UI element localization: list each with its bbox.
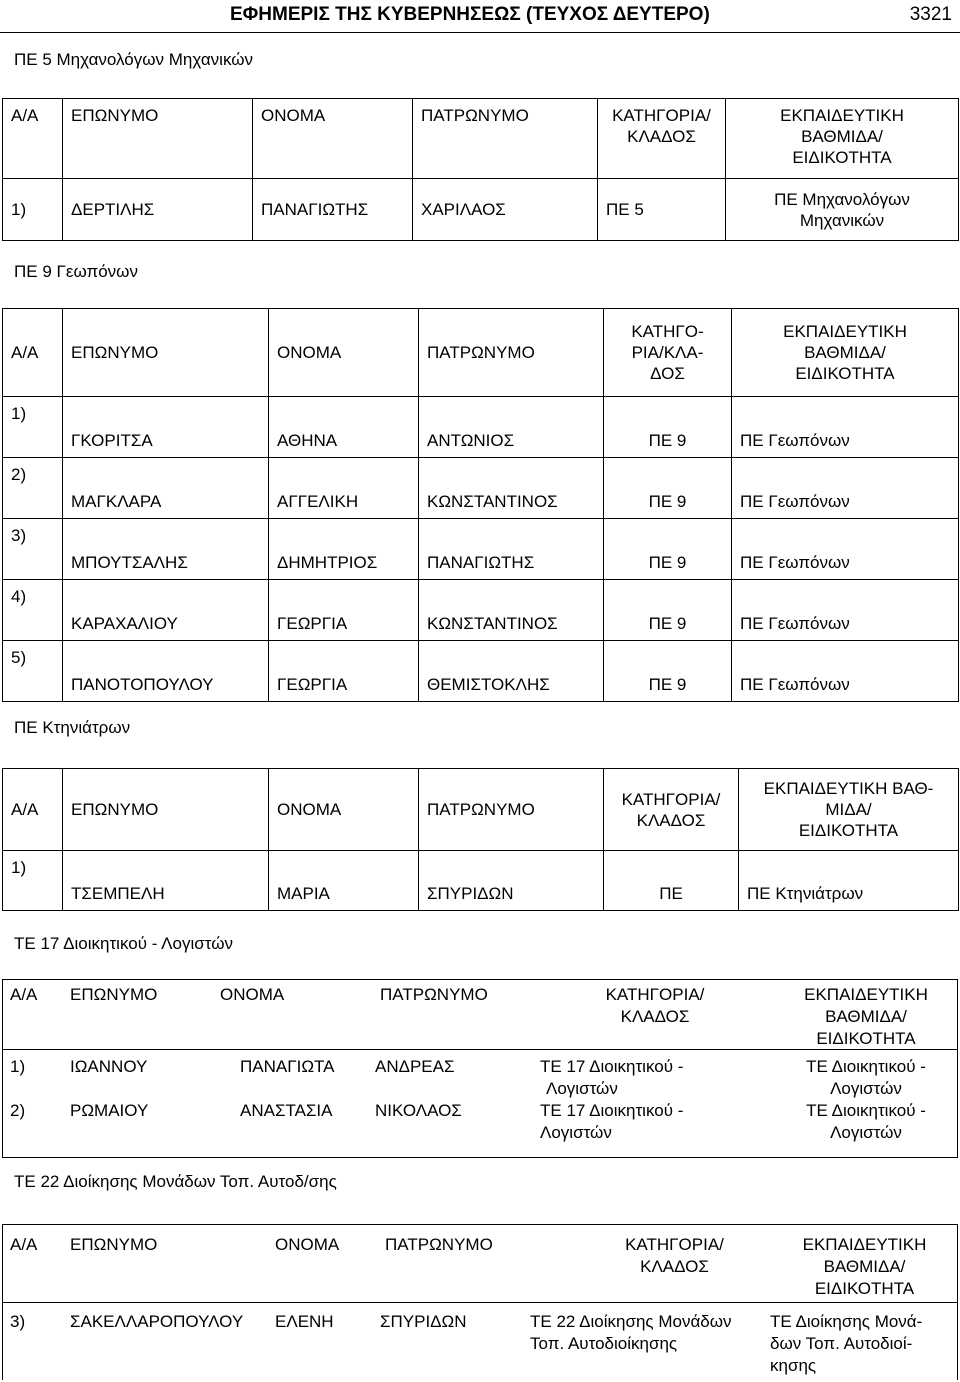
section-title-te22: ΤΕ 22 Διοίκησης Μονάδων Τοπ. Αυτοδ/σης — [14, 1172, 337, 1191]
cell-eponymo: ΔΕΡΤΙΛΗΣ — [63, 179, 253, 241]
cell-patronymo: ΣΠΥΡΙΔΩΝ — [380, 1312, 467, 1331]
gazette-title: ΕΦΗΜΕΡΙΣ ΤΗΣ ΚΥΒΕΡΝΗΣΕΩΣ (ΤΕΥΧΟΣ ΔΕΥΤΕΡΟ) — [230, 4, 710, 25]
cell-patronymo: ΧΑΡΙΛΑΟΣ — [413, 179, 598, 241]
col-kategoria-l3: ΔΟΣ — [650, 364, 685, 383]
cell-eponymo: ΓΚΟΡΙΤΣΑ — [63, 397, 269, 458]
col-patronymo: ΠΑΤΡΩΝΥΜΟ — [385, 1235, 493, 1254]
col-kategoria — [532, 984, 772, 1050]
col-ekp-l3: ΕΙΔΙΚΟΤΗΤΑ — [814, 1279, 915, 1298]
col-onoma: ΟΝΟΜΑ — [269, 769, 419, 851]
cell-kategoria: ΠΕ 9 — [604, 641, 732, 702]
cell-ekpaideutiki: ΠΕ Γεωπόνων — [732, 641, 959, 702]
col-eponymo: ΕΠΩΝΥΜΟ — [63, 769, 269, 851]
cell-kategoria: ΠΕ 9 — [604, 458, 732, 519]
col-eponymo: ΕΠΩΝΥΜΟ — [70, 1235, 158, 1254]
col-kategoria-l2: ΚΛΑΔΟΣ — [640, 1257, 709, 1276]
section-title-ktiniatron: ΠΕ Κτηνιάτρων — [14, 718, 131, 737]
cell-eponymo: ΡΩΜΑΙΟΥ — [70, 1101, 149, 1120]
col-aa: Α/Α — [3, 769, 63, 851]
cell-ekpaideutiki — [772, 1100, 954, 1144]
table-row — [3, 580, 959, 641]
cell-ekp-l2: δων Τοπ. Αυτοδιοί- — [770, 1334, 913, 1353]
cell-kategoria: ΠΕ 5 — [598, 179, 726, 241]
col-aa: Α/Α — [10, 985, 38, 1004]
table-row — [4, 1311, 954, 1377]
col-ekp-l2: ΒΑΘΜΙΔΑ/ — [823, 1257, 906, 1276]
cell-onoma: ΕΛΕΝΗ — [275, 1312, 334, 1331]
cell-eponymo: ΠΑΝΟΤΟΠΟΥΛΟΥ — [63, 641, 269, 702]
cell-kategoria — [534, 1056, 772, 1100]
col-ekp-l1: ΕΚΠΑΙΔΕΥΤΙΚΗ ΒΑΘ- — [763, 779, 934, 798]
cell-ekpaideutiki — [772, 1056, 954, 1100]
col-ekpaideutiki — [772, 984, 954, 1050]
cell-kategoria: ΠΕ 9 — [604, 519, 732, 580]
table-row — [3, 179, 959, 241]
col-kategoria — [598, 99, 726, 179]
col-eponymo: ΕΠΩΝΥΜΟ — [70, 985, 158, 1004]
cell-eponymo: ΙΩΑΝΝΟΥ — [70, 1057, 148, 1076]
cell-aa: 3) — [3, 519, 63, 580]
col-ekp-l1: ΕΚΠΑΙΔΕΥΤΙΚΗ — [783, 322, 907, 341]
cell-onoma: ΓΕΩΡΓΙΑ — [269, 641, 419, 702]
cell-ekpaideutiki: ΠΕ Γεωπόνων — [732, 458, 959, 519]
cell-aa: 2) — [3, 458, 63, 519]
section-title-pe9: ΠΕ 9 Γεωπόνων — [14, 262, 138, 281]
cell-eponymo: ΤΣΕΜΠΕΛΗ — [63, 851, 269, 911]
col-ekpaideutiki — [769, 1234, 954, 1300]
table-row — [3, 458, 959, 519]
col-onoma: ΟΝΟΜΑ — [269, 309, 419, 397]
cell-ekpaideutiki: ΠΕ Γεωπόνων — [732, 519, 959, 580]
table-te17-body — [4, 1056, 954, 1144]
cell-ekpaideutiki — [764, 1311, 954, 1377]
cell-aa: 1) — [10, 1057, 26, 1076]
col-aa: Α/Α — [3, 309, 63, 397]
cell-aa: 1) — [3, 179, 63, 241]
cell-kat-l2: Τοπ. Αυτοδιοίκησης — [530, 1334, 678, 1353]
cell-kat-l1: ΤΕ 17 Διοικητικού - — [540, 1057, 684, 1076]
col-ekp-l3: ΕΙΔΙΚΟΤΗΤΑ — [798, 821, 899, 840]
cell-onoma: ΔΗΜΗΤΡΙΟΣ — [269, 519, 419, 580]
cell-eponymo: ΜΑΓΚΛΑΡΑ — [63, 458, 269, 519]
table-header-row — [3, 99, 959, 179]
table-row — [3, 641, 959, 702]
table-bottom-rule — [2, 1157, 958, 1158]
table-row — [4, 1100, 954, 1144]
col-kategoria-l1: ΚΑΤΗΓΟΡΙΑ/ — [605, 985, 705, 1004]
col-kategoria — [574, 1234, 769, 1300]
cell-eponymo: ΚΑΡΑΧΑΛΙΟΥ — [63, 580, 269, 641]
table-ktiniatron — [2, 768, 959, 911]
col-kategoria-l1: ΚΑΤΗΓΟΡΙΑ/ — [612, 106, 711, 125]
table-header-row — [4, 1234, 954, 1300]
col-kategoria-l2: ΚΛΑΔΟΣ — [636, 810, 706, 830]
table-row — [3, 519, 959, 580]
col-aa: Α/Α — [10, 1235, 38, 1254]
page-number: 3321 — [909, 4, 952, 25]
col-ekp-l2: ΒΑΘΜΙΔΑ/ — [804, 343, 886, 362]
col-ekp-l1: ΕΚΠΑΙΔΕΥΤΙΚΗ — [780, 106, 904, 125]
cell-aa: 1) — [3, 851, 63, 911]
cell-kat-l2: Λογιστών — [540, 1123, 612, 1142]
table-te22 — [4, 1234, 954, 1300]
table-te17 — [4, 984, 954, 1050]
col-ekp-l3: ΕΙΔΙΚΟΤΗΤΑ — [792, 148, 892, 167]
cell-kategoria: ΠΕ — [604, 851, 739, 911]
cell-ekp-l1: ΤΕ Διοικητικού - — [806, 1101, 926, 1120]
col-aa: Α/Α — [3, 99, 63, 179]
cell-ekpaideutiki: ΠΕ Κτηνιάτρων — [739, 851, 959, 911]
cell-patronymo: ΑΝΤΩΝΙΟΣ — [419, 397, 604, 458]
cell-kategoria — [524, 1311, 764, 1377]
section-title-pe5: ΠΕ 5 Μηχανολόγων Μηχανικών — [14, 50, 254, 69]
col-onoma: ΟΝΟΜΑ — [253, 99, 413, 179]
col-kategoria-l2: ΚΛΑΔΟΣ — [627, 127, 696, 146]
col-kategoria-l2: ΚΛΑΔΟΣ — [620, 1007, 690, 1026]
col-ekpaideutiki — [726, 99, 959, 179]
cell-onoma: ΜΑΡΙΑ — [269, 851, 419, 911]
col-kategoria — [604, 769, 739, 851]
cell-eponymo: ΜΠΟΥΤΣΑΛΗΣ — [63, 519, 269, 580]
table-row — [3, 851, 959, 911]
cell-ekp-l3: κησης — [770, 1356, 817, 1375]
col-kategoria-l1: ΚΑΤΗΓΟΡΙΑ/ — [625, 1235, 724, 1254]
cell-ekp-l1: ΠΕ Μηχανολόγων — [774, 189, 910, 209]
cell-ekpaideutiki — [726, 179, 959, 241]
cell-patronymo: ΚΩΝΣΤΑΝΤΙΝΟΣ — [419, 458, 604, 519]
col-ekpaideutiki — [732, 309, 959, 397]
cell-ekp-l2: Λογιστών — [830, 1079, 902, 1098]
col-patronymo: ΠΑΤΡΩΝΥΜΟ — [419, 309, 604, 397]
table-row — [4, 1056, 954, 1100]
cell-ekpaideutiki: ΠΕ Γεωπόνων — [732, 397, 959, 458]
cell-onoma: ΠΑΝΑΓΙΩΤΗΣ — [253, 179, 413, 241]
cell-ekpaideutiki: ΠΕ Γεωπόνων — [732, 580, 959, 641]
col-kategoria-l1: ΚΑΤΗΓΟΡΙΑ/ — [621, 789, 721, 809]
table-header-row — [3, 769, 959, 851]
cell-kat-l1: ΤΕ 22 Διοίκησης Μονάδων — [530, 1312, 732, 1331]
cell-onoma: ΑΓΓΕΛΙΚΗ — [269, 458, 419, 519]
header-rule — [0, 32, 960, 33]
col-ekp-l2: ΜΙΔΑ/ — [825, 800, 872, 819]
cell-kategoria: ΠΕ 9 — [604, 397, 732, 458]
table-te22-body — [4, 1311, 954, 1377]
cell-onoma: ΓΕΩΡΓΙΑ — [269, 580, 419, 641]
col-eponymo: ΕΠΩΝΥΜΟ — [63, 309, 269, 397]
col-ekp-l1: ΕΚΠΑΙΔΕΥΤΙΚΗ — [802, 1235, 927, 1254]
cell-onoma: ΠΑΝΑΓΙΩΤΑ — [240, 1057, 335, 1076]
col-patronymo: ΠΑΤΡΩΝΥΜΟ — [380, 985, 488, 1004]
table-row — [3, 397, 959, 458]
cell-ekp-l1: ΤΕ Διοικητικού - — [806, 1057, 926, 1076]
col-ekpaideutiki — [739, 769, 959, 851]
cell-kat-l2: Λογιστών — [546, 1079, 618, 1098]
col-ekp-l3: ΕΙΔΙΚΟΤΗΤΑ — [816, 1029, 916, 1048]
col-ekp-l1: ΕΚΠΑΙΔΕΥΤΙΚΗ — [804, 985, 928, 1004]
col-kategoria-l1: ΚΑΤΗΓΟ- — [631, 322, 704, 341]
table-header-rule — [2, 1302, 958, 1303]
cell-aa: 2) — [10, 1101, 26, 1120]
cell-aa: 5) — [3, 641, 63, 702]
cell-patronymo: ΘΕΜΙΣΤΟΚΛΗΣ — [419, 641, 604, 702]
col-ekp-l3: ΕΙΔΙΚΟΤΗΤΑ — [795, 364, 895, 383]
col-onoma: ΟΝΟΜΑ — [275, 1235, 340, 1254]
table-left-rule — [2, 979, 3, 1157]
cell-ekp-l2: Λογιστών — [830, 1123, 902, 1142]
col-onoma: ΟΝΟΜΑ — [220, 985, 285, 1004]
col-patronymo: ΠΑΤΡΩΝΥΜΟ — [419, 769, 604, 851]
cell-patronymo: ΝΙΚΟΛΑΟΣ — [375, 1101, 462, 1120]
col-eponymo: ΕΠΩΝΥΜΟ — [63, 99, 253, 179]
section-title-te17: ΤΕ 17 Διοικητικού - Λογιστών — [14, 934, 233, 953]
cell-kategoria: ΠΕ 9 — [604, 580, 732, 641]
cell-kat-l1: ΤΕ 17 Διοικητικού - — [540, 1101, 684, 1120]
cell-ekp-l2: Μηχανικών — [799, 210, 885, 230]
table-pe5 — [2, 98, 959, 241]
col-kategoria-l2: ΡΙΑ/ΚΛΑ- — [631, 343, 704, 362]
cell-aa: 3) — [10, 1312, 26, 1331]
cell-patronymo: ΣΠΥΡΙΔΩΝ — [419, 851, 604, 911]
table-right-rule — [957, 979, 958, 1157]
cell-patronymo: ΑΝΔΡΕΑΣ — [375, 1057, 455, 1076]
col-ekp-l2: ΒΑΘΜΙΔΑ/ — [825, 1007, 907, 1026]
cell-onoma: ΑΘΗΝΑ — [269, 397, 419, 458]
cell-eponymo: ΣΑΚΕΛΛΑΡΟΠΟΥΛΟΥ — [70, 1312, 244, 1331]
col-ekp-l2: ΒΑΘΜΙΔΑ/ — [801, 127, 883, 146]
table-header-row — [3, 309, 959, 397]
cell-patronymo: ΠΑΝΑΓΙΩΤΗΣ — [419, 519, 604, 580]
table-top-rule — [2, 1224, 958, 1225]
cell-ekp-l1: ΤΕ Διοίκησης Μονά- — [770, 1312, 923, 1331]
col-patronymo: ΠΑΤΡΩΝΥΜΟ — [413, 99, 598, 179]
cell-aa: 1) — [3, 397, 63, 458]
table-top-rule — [2, 979, 958, 980]
cell-patronymo: ΚΩΝΣΤΑΝΤΙΝΟΣ — [419, 580, 604, 641]
cell-aa: 4) — [3, 580, 63, 641]
table-pe9 — [2, 308, 959, 702]
cell-kategoria — [534, 1100, 772, 1144]
table-header-row — [4, 984, 954, 1050]
cell-onoma: ΑΝΑΣΤΑΣΙΑ — [240, 1101, 333, 1120]
col-kategoria — [604, 309, 732, 397]
